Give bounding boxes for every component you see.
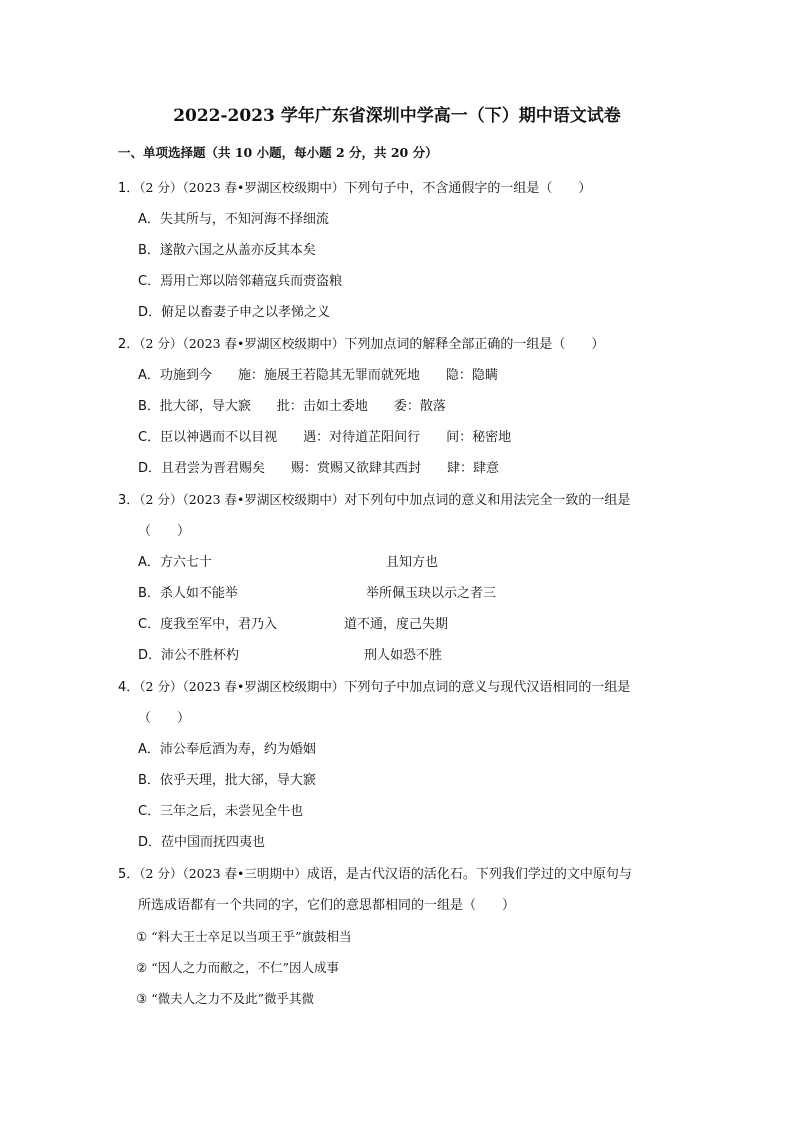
numbered-item-1 — [118, 921, 698, 952]
option-right-text: 且知方也 — [386, 555, 439, 570]
question-source: （2023 春•罗湖区校级期中） — [182, 180, 345, 195]
question-score: （2 分） — [139, 679, 183, 694]
option-b: B．依乎天理，批大郤，导大窾 — [138, 773, 316, 788]
option-a: A．失其所与，不知河海不择细流 — [138, 212, 329, 227]
question-stem — [118, 172, 698, 204]
option-a — [118, 547, 698, 578]
option-left-text: A．方六七十 — [138, 555, 212, 570]
option-left-text: B．杀人如不能举 — [138, 586, 238, 601]
question-4 — [118, 671, 698, 858]
numbered-item-text: “微夫人之力不及此”微乎其微 — [151, 991, 315, 1006]
circled-number: ③ — [136, 991, 148, 1006]
question-text: 下列句子中加点词的意义与现代汉语相同的一组是 — [344, 680, 631, 695]
question-source: （2023 春•罗湖区校级期中） — [182, 679, 345, 694]
question-score: （2 分） — [139, 492, 183, 507]
question-stem-continued: （ ） — [138, 711, 191, 726]
option-c: C．三年之后，未尝见全牛也 — [138, 804, 304, 819]
option-left-text: D．沛公不胜杯杓 — [138, 648, 240, 663]
question-5 — [118, 858, 698, 1014]
question-stem — [118, 858, 698, 890]
question-stem — [118, 328, 698, 360]
option-d: D．莅中国而抚四夷也 — [138, 835, 266, 850]
question-source: （2023 春•罗湖区校级期中） — [182, 492, 345, 507]
question-text: 成语，是古代汉语的活化石。下列我们学过的文中原句与 — [306, 867, 632, 882]
question-source: （2023 春•罗湖区校级期中） — [182, 336, 345, 351]
option-right-text: 举所佩玉玦以示之者三 — [366, 586, 497, 601]
question-score: （2 分） — [139, 866, 183, 881]
option-left-text: C．度我至军中，君乃入 — [138, 617, 278, 632]
question-score: （2 分） — [139, 180, 183, 195]
circled-number: ② — [136, 960, 148, 975]
question-text: 下列加点词的解释全部正确的一组是（ ） — [344, 337, 605, 352]
question-text: 下列句子中，不含通假字的一组是（ ） — [344, 181, 592, 196]
question-number: 2． — [118, 337, 140, 352]
option-right-text: 道不通，度己失期 — [344, 617, 449, 632]
question-number: 1． — [118, 181, 140, 196]
option-d: D．且君尝为晋君赐矣 赐：赏赐又欲肆其西封 肆：肆意 — [138, 461, 500, 476]
question-stem — [118, 484, 698, 516]
section-header: 一、单项选择题（共 10 小题，每小题 2 分，共 20 分） — [118, 145, 438, 160]
circled-number: ① — [136, 929, 148, 944]
question-score: （2 分） — [139, 336, 183, 351]
option-d — [118, 640, 698, 671]
numbered-item-text: “因人之力而敝之，不仁”因人成事 — [151, 960, 340, 975]
option-d: D．俯足以畜妻子申之以孝悌之义 — [138, 305, 331, 320]
question-number: 3． — [118, 493, 140, 508]
question-number: 5． — [118, 867, 140, 882]
question-stem — [118, 671, 698, 703]
option-b — [118, 578, 698, 609]
question-1 — [118, 172, 698, 328]
question-3 — [118, 484, 698, 671]
question-source: （2023 春•三明期中） — [182, 866, 307, 881]
questions-list — [118, 172, 698, 1014]
question-stem-continued: 所选成语都有一个共同的字，它们的意思都相同的一组是（ ） — [138, 898, 516, 913]
numbered-item-2 — [118, 952, 698, 983]
option-a: A．功施到今 施：施展王若隐其无罪而就死地 隐：隐瞒 — [138, 368, 498, 383]
option-c: C．焉用亡郑以陪邻藉寇兵而赍盗粮 — [138, 274, 343, 289]
exam-title: 2022-2023 学年广东省深圳中学高一（下）期中语文试卷 — [173, 106, 621, 126]
option-b: B．批大郤，导大窾 批：击如土委地 委：散落 — [138, 399, 446, 414]
numbered-item-text: “料大王士卒足以当项王乎”旗鼓相当 — [151, 929, 352, 944]
option-c — [118, 609, 698, 640]
option-b: B．遂散六国之从盖亦反其本矣 — [138, 243, 316, 258]
question-2 — [118, 328, 698, 484]
option-a: A．沛公奉卮酒为寿，约为婚姻 — [138, 742, 316, 757]
question-stem-continued: （ ） — [138, 524, 191, 539]
question-number: 4． — [118, 680, 140, 695]
question-text: 对下列句中加点词的意义和用法完全一致的一组是 — [344, 493, 631, 508]
numbered-item-3 — [118, 983, 698, 1014]
option-c: C．臣以神遇而不以目视 遇：对待道芷阳间行 间：秘密地 — [138, 430, 512, 445]
option-right-text: 刑人如恐不胜 — [364, 648, 443, 663]
